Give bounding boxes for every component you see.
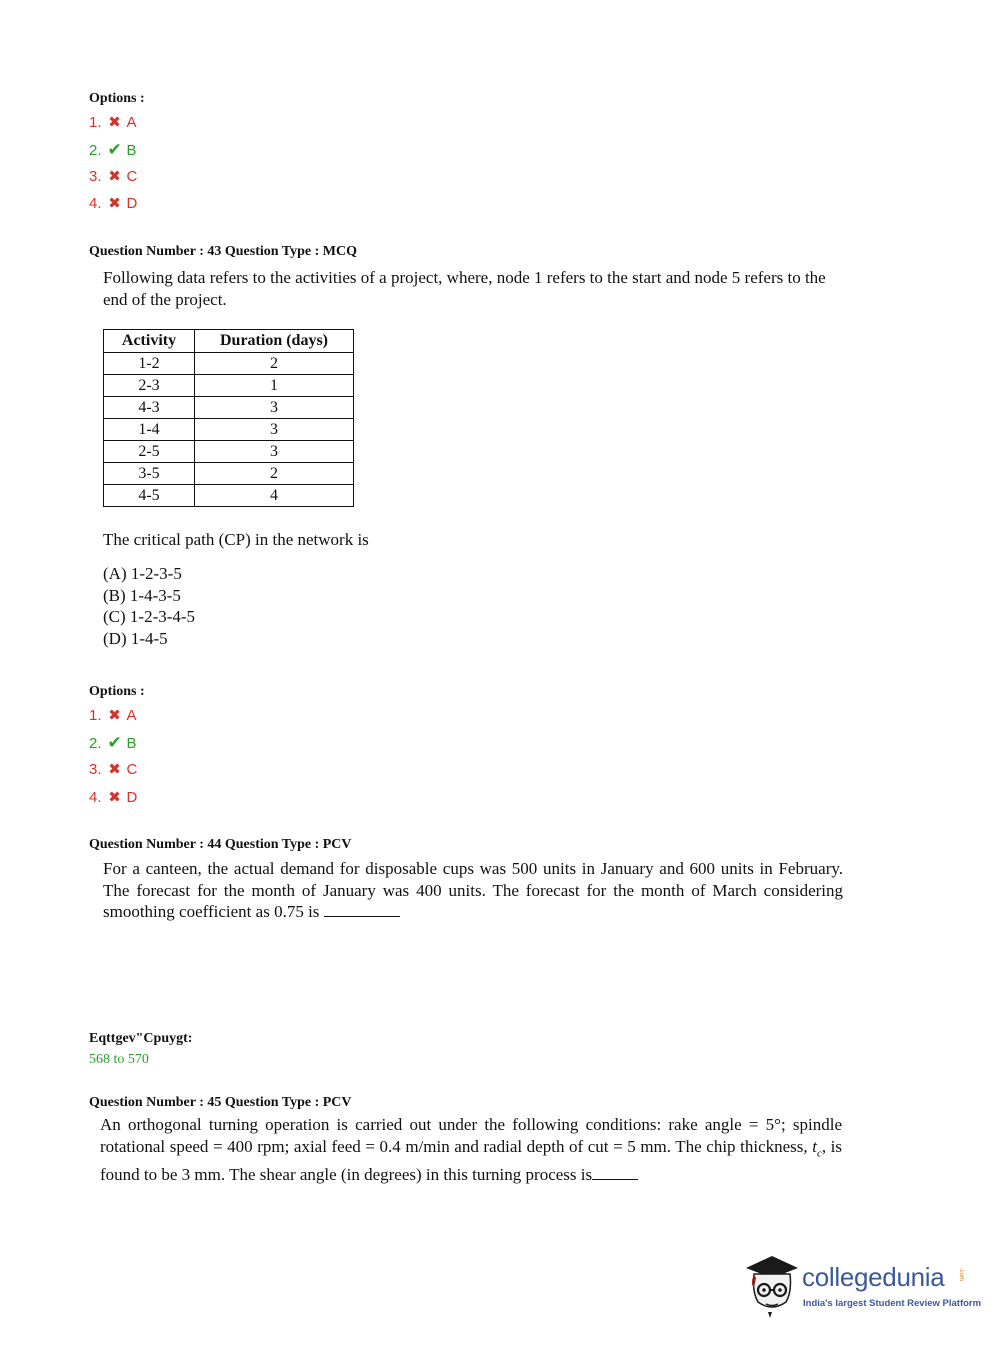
question-text-44 <box>103 858 843 923</box>
activity-cell: 2-3 <box>104 375 195 397</box>
question-text-43: Following data refers to the activities of a project, where, node 1 refers to the start and node 5 refers to the end of the project. <box>103 268 826 309</box>
option-number: 3. <box>89 167 102 185</box>
option-letter: D <box>126 788 138 806</box>
table-header-row <box>104 330 354 353</box>
option-number: 2. <box>89 141 102 159</box>
duration-cell: 4 <box>195 485 354 507</box>
cross-icon: ✖ <box>108 168 121 185</box>
table-row <box>104 419 354 441</box>
choice-list-43 <box>103 563 195 649</box>
option-number: 2. <box>89 734 102 752</box>
cross-icon: ✖ <box>108 789 121 806</box>
question-body-44: For a canteen, the actual demand for disposable cups was 500 units in January and 600 units in February. The forecast for the month of January was 400 units. The forecast for the month of March considering smoothing coefficient as 0.75 is <box>103 859 843 921</box>
option-number: 1. <box>89 113 102 131</box>
cross-icon: ✖ <box>108 707 121 724</box>
choice-d: (D) 1-4-5 <box>103 628 168 648</box>
option-2 <box>89 733 137 753</box>
option-letter: C <box>126 760 138 778</box>
duration-cell: 2 <box>195 463 354 485</box>
question-text-45 <box>100 1114 842 1186</box>
check-icon: ✔ <box>107 733 122 752</box>
option-2 <box>89 140 137 160</box>
column-header-activity: Activity <box>104 330 195 353</box>
option-letter: A <box>126 706 137 724</box>
activity-cell: 3-5 <box>104 463 195 485</box>
question-prompt-43: The critical path (CP) in the network is <box>103 530 369 549</box>
options-label: Options : <box>89 684 145 699</box>
choice-b: (B) 1-4-3-5 <box>103 585 181 605</box>
answer-label: Eqttgev"Cpuygt: <box>89 1031 193 1046</box>
choice-a: (A) 1-2-3-5 <box>103 564 182 583</box>
option-number: 3. <box>89 760 102 778</box>
choice-c: (C) 1-2-3-4-5 <box>103 607 196 626</box>
column-header-duration: Duration (days) <box>195 330 354 353</box>
activity-cell: 1-4 <box>104 419 195 441</box>
duration-cell: 1 <box>195 375 354 397</box>
answer-blank <box>592 1165 638 1180</box>
check-icon: ✔ <box>107 140 122 159</box>
answer-value: 568 to 570 <box>89 1052 149 1067</box>
option-number: 1. <box>89 706 102 724</box>
question-header-44: Question Number : 44 Question Type : PCV <box>89 837 352 852</box>
option-letter: B <box>126 734 137 752</box>
table-row <box>104 485 354 507</box>
table-row <box>104 441 354 463</box>
activity-cell: 4-5 <box>104 485 195 507</box>
option-letter: B <box>126 141 137 159</box>
table-row <box>104 375 354 397</box>
answer-blank <box>324 902 400 917</box>
option-1 <box>89 706 137 724</box>
brand-name: collegedunia <box>802 1262 945 1292</box>
option-3 <box>89 760 137 778</box>
collegedunia-mascot-icon <box>742 1248 802 1320</box>
table-row <box>104 463 354 485</box>
options-label: Options : <box>89 91 145 106</box>
table-row <box>104 353 354 375</box>
activity-cell: 4-3 <box>104 397 195 419</box>
question-body-45-part1: An orthogonal turning operation is carried out under the following conditions: rake angle = 5°; spindle rotational speed = 400 rpm; axial feed = 0.4 m/min and radial depth of cut = 5 mm. The chip thickness, <box>100 1115 842 1156</box>
brand-dotcom: .com <box>958 1268 964 1282</box>
option-number: 4. <box>89 788 102 806</box>
cross-icon: ✖ <box>108 114 121 131</box>
duration-cell: 3 <box>195 419 354 441</box>
option-4 <box>89 194 137 212</box>
chip-thickness-symbol: $t_c$ <box>812 1136 822 1159</box>
cross-icon: ✖ <box>108 195 121 212</box>
duration-cell: 3 <box>195 441 354 463</box>
brand-tagline: India's largest Student Review Platform <box>803 1298 982 1309</box>
activity-cell: 1-2 <box>104 353 195 375</box>
option-4 <box>89 788 137 806</box>
option-number: 4. <box>89 194 102 212</box>
cross-icon: ✖ <box>108 761 121 778</box>
duration-cell: 2 <box>195 353 354 375</box>
question-header-45: Question Number : 45 Question Type : PCV <box>89 1095 352 1110</box>
option-3 <box>89 167 137 185</box>
option-letter: A <box>126 113 137 131</box>
option-letter: C <box>126 167 138 185</box>
question-body-45-part2: , is found to be 3 mm. The shear angle (in degrees) in this turning process is <box>100 1136 843 1185</box>
activity-cell: 2-5 <box>104 441 195 463</box>
option-1 <box>89 113 137 131</box>
option-letter: D <box>126 194 138 212</box>
question-header-43: Question Number : 43 Question Type : MCQ <box>89 244 357 259</box>
activity-table <box>103 329 354 507</box>
table-row <box>104 397 354 419</box>
duration-cell: 3 <box>195 397 354 419</box>
